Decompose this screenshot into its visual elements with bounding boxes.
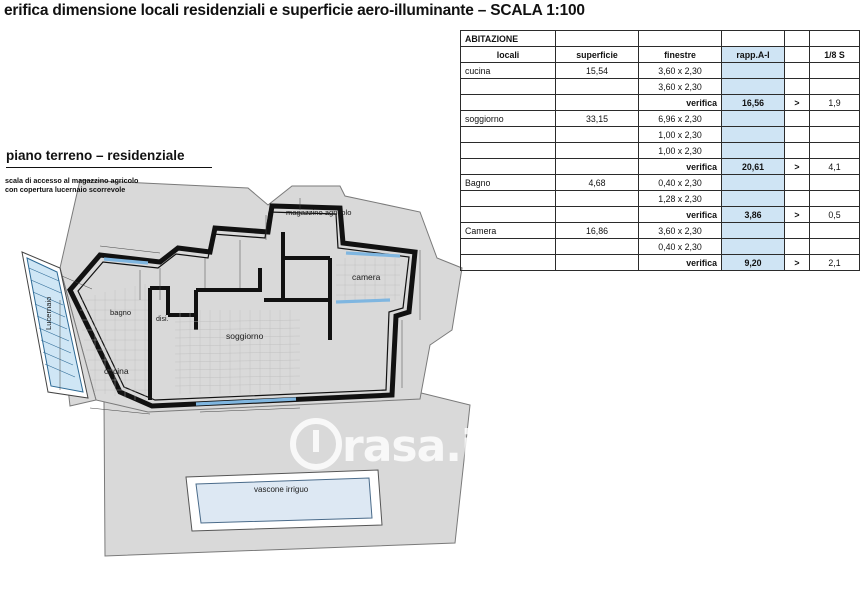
stair-note: scala di accesso al magazzino agricolo con copertura lucernaio scorrevole <box>5 176 139 195</box>
cell-finestra: 0,40 x 2,30 <box>639 175 722 191</box>
plan-label: piano terreno – residenziale <box>6 148 185 163</box>
column-header-locali: locali <box>461 47 556 63</box>
cell-verifica-value: 20,61 <box>722 159 785 175</box>
cell-rapporto <box>722 111 785 127</box>
table-row <box>461 223 860 239</box>
room-label-camera: camera <box>352 272 381 282</box>
cell-blank <box>785 191 810 207</box>
table-row <box>461 127 860 143</box>
room-label-vascone: vascone irriguo <box>254 485 309 494</box>
cell-blank <box>810 31 860 47</box>
cell-blank <box>785 143 810 159</box>
room-label-magazzino: magazzino agricolo <box>286 208 352 217</box>
cell-limite: 4,1 <box>810 159 860 175</box>
cell-blank <box>556 207 639 223</box>
cell-verifica-value: 9,20 <box>722 255 785 271</box>
cell-rapporto <box>722 79 785 95</box>
cell-superficie <box>556 79 639 95</box>
cell-blank <box>810 111 860 127</box>
cell-blank <box>785 127 810 143</box>
cell-comparator: > <box>785 207 810 223</box>
cell-locale: cucina <box>461 63 556 79</box>
cell-locale <box>461 143 556 159</box>
cell-finestra: 1,00 x 2,30 <box>639 127 722 143</box>
cell-superficie: 16,86 <box>556 223 639 239</box>
cell-blank <box>556 255 639 271</box>
cell-blank <box>785 239 810 255</box>
cell-blank <box>461 207 556 223</box>
table-section-title-row <box>461 31 860 47</box>
cell-comparator: > <box>785 159 810 175</box>
room-label-cucina: cucina <box>104 366 129 376</box>
cell-blank <box>461 255 556 271</box>
cell-finestra: 3,60 x 2,30 <box>639 223 722 239</box>
cell-comparator: > <box>785 255 810 271</box>
cell-superficie <box>556 143 639 159</box>
cell-locale <box>461 79 556 95</box>
cell-blank <box>810 127 860 143</box>
cell-blank <box>785 223 810 239</box>
column-header-limite: 1/8 S <box>810 47 860 63</box>
verifica-label: verifica <box>639 159 722 175</box>
cell-blank <box>810 175 860 191</box>
cell-blank <box>810 63 860 79</box>
cell-blank <box>556 31 639 47</box>
cell-rapporto <box>722 63 785 79</box>
cell-blank <box>461 95 556 111</box>
table-row <box>461 175 860 191</box>
cell-blank <box>785 175 810 191</box>
cell-rapporto <box>722 143 785 159</box>
cell-superficie: 15,54 <box>556 63 639 79</box>
verifica-label: verifica <box>639 255 722 271</box>
cell-rapporto <box>722 223 785 239</box>
cell-blank <box>556 159 639 175</box>
cell-superficie <box>556 127 639 143</box>
cell-limite: 1,9 <box>810 95 860 111</box>
cell-finestra: 1,00 x 2,30 <box>639 143 722 159</box>
cell-blank <box>810 191 860 207</box>
cell-rapporto <box>722 191 785 207</box>
watermark-text: rasa.it <box>342 421 496 472</box>
table-verifica-row <box>461 159 860 175</box>
cell-finestra: 0,40 x 2,30 <box>639 239 722 255</box>
cell-blank <box>785 79 810 95</box>
cell-finestra: 1,28 x 2,30 <box>639 191 722 207</box>
cell-blank <box>810 239 860 255</box>
cell-blank <box>810 223 860 239</box>
cell-blank <box>810 143 860 159</box>
water-basin <box>186 470 382 531</box>
cell-blank <box>785 31 810 47</box>
cell-blank <box>785 111 810 127</box>
verification-table <box>460 30 845 271</box>
table-row <box>461 79 860 95</box>
page-title: erifica dimensione locali residenziali e superficie aero-illuminante – SCALA 1:100 <box>4 2 585 19</box>
room-label-bagno: bagno <box>110 308 132 317</box>
table-verifica-row <box>461 207 860 223</box>
cell-blank <box>639 31 722 47</box>
cell-blank <box>461 159 556 175</box>
cell-blank <box>722 31 785 47</box>
cell-rapporto <box>722 175 785 191</box>
cell-finestra: 3,60 x 2,30 <box>639 79 722 95</box>
room-label-soggiorno: soggiorno <box>226 331 264 341</box>
cell-superficie: 33,15 <box>556 111 639 127</box>
cell-locale: Camera <box>461 223 556 239</box>
cell-blank <box>556 95 639 111</box>
table-verifica-row <box>461 255 860 271</box>
column-header-rapporto: rapp.A-I <box>722 47 785 63</box>
table-row <box>461 239 860 255</box>
cell-limite: 0,5 <box>810 207 860 223</box>
verifica-label: verifica <box>639 95 722 111</box>
cell-superficie <box>556 239 639 255</box>
cell-blank <box>810 79 860 95</box>
table-row <box>461 191 860 207</box>
cell-verifica-value: 16,56 <box>722 95 785 111</box>
cell-finestra: 6,96 x 2,30 <box>639 111 722 127</box>
table-verifica-row <box>461 95 860 111</box>
table-row <box>461 111 860 127</box>
cell-blank <box>785 63 810 79</box>
verifica-label: verifica <box>639 207 722 223</box>
cell-verifica-value: 3,86 <box>722 207 785 223</box>
cell-locale <box>461 191 556 207</box>
column-header-finestre: finestre <box>639 47 722 63</box>
table-row <box>461 143 860 159</box>
cell-comparator: > <box>785 95 810 111</box>
cell-locale <box>461 127 556 143</box>
table-row <box>461 63 860 79</box>
cell-superficie <box>556 191 639 207</box>
cell-rapporto <box>722 239 785 255</box>
room-label-lucernaio: Lucernaio <box>44 296 53 330</box>
cell-locale: soggiorno <box>461 111 556 127</box>
column-header-superficie: superficie <box>556 47 639 63</box>
cell-blank <box>785 47 810 63</box>
plan-label-underline <box>6 167 212 168</box>
cell-finestra: 3,60 x 2,30 <box>639 63 722 79</box>
table-header-row <box>461 47 860 63</box>
cell-superficie: 4,68 <box>556 175 639 191</box>
cell-locale: Bagno <box>461 175 556 191</box>
cell-locale <box>461 239 556 255</box>
cell-rapporto <box>722 127 785 143</box>
room-label-disimpegno: disi. <box>156 316 169 323</box>
table-section-title: ABITAZIONE <box>461 31 556 47</box>
cell-limite: 2,1 <box>810 255 860 271</box>
